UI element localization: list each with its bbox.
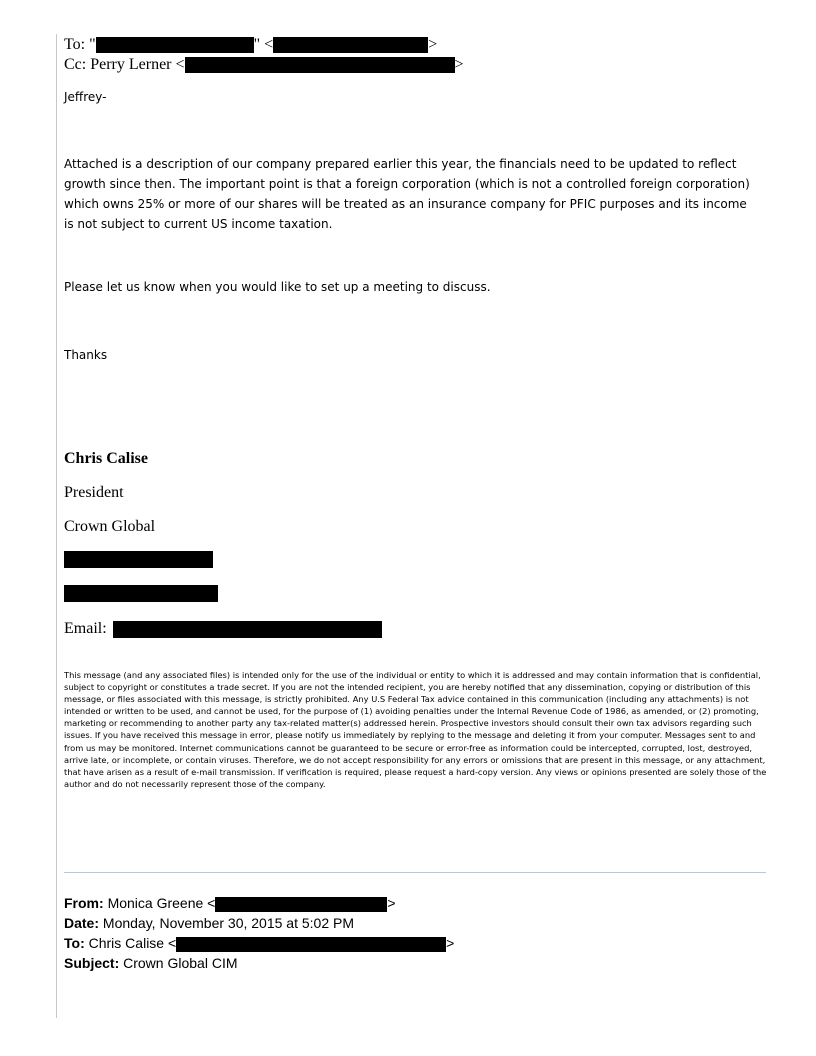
forwarded-subject-line xyxy=(64,953,238,973)
forwarded-date-line xyxy=(64,913,354,933)
date-value: Monday, November 30, 2015 at 5:02 PM xyxy=(102,915,355,931)
signature-email-line xyxy=(64,620,382,638)
closing: Thanks xyxy=(64,348,108,362)
to-prefix: To: " xyxy=(64,36,96,53)
redaction-signature-email xyxy=(113,621,382,638)
to-mid: " < xyxy=(253,36,274,53)
forwarded-from-line xyxy=(64,893,396,913)
from-suffix: > xyxy=(387,895,396,911)
to-suffix: > xyxy=(428,36,438,53)
cc-prefix: Cc: Perry Lerner < xyxy=(64,56,185,73)
forwarded-to-suffix: > xyxy=(446,935,455,951)
to-label: To: xyxy=(64,935,85,951)
forwarded-to-line xyxy=(64,933,454,953)
from-label: From: xyxy=(64,895,104,911)
message-divider xyxy=(64,872,766,873)
subject-label: Subject: xyxy=(64,955,120,971)
redaction-forwarded-to-email xyxy=(176,937,446,952)
legal-disclaimer: This message (and any associated files) is intended only for the use of the individual or entity to which it is addressed and may contain information that is confidential, subject to copyright or constitutes a trade secret. If you are not the intended recipient, you are hereby notified that any dissemination, copying or distribution of this message, or files associated with this message, is strictly prohibited. Any U.S Federal Tax advice contained in this communication (including any attachments) is not intended or written to be used, and cannot be used, for the purpose of (1) avoiding penalties under the Internal Revenue Code of 1986, as amended, or (2) promoting, marketing or recommending to another party any tax-related matter(s) addressed herein. Prospective investors should consult their own tax advisors regarding such issues. If you have received this message in error, please notify us immediately by replying to the message and deleting it from your computer. Messages sent to and from us may be monitored. Internet communications cannot be guaranteed to be secure or error-free as information could be intercepted, corrupted, lost, destroyed, arrive late, or incomplete, or contain viruses. Therefore, we do not accept responsibility for any errors or omissions that are present in this message, or any attachment, that have arisen as a result of e-mail transmission. If verification is required, please request a hard-copy version. Any views or opinions presented are solely those of the author and do not necessarily represent those of the company. xyxy=(64,670,767,789)
to-line xyxy=(64,36,437,54)
signature-email-label: Email: xyxy=(64,620,107,637)
body-paragraph-2: Please let us know when you would like to set up a meeting to discuss. xyxy=(64,280,491,294)
redaction-cc-email xyxy=(185,57,455,73)
quote-left-rule xyxy=(56,34,57,1018)
signature-title: President xyxy=(64,484,124,501)
signature-name: Chris Calise xyxy=(64,450,148,467)
redaction-signature-line-1 xyxy=(64,551,213,568)
redaction-signature-line-2 xyxy=(64,585,218,602)
from-name: Monica Greene < xyxy=(107,895,216,911)
signature-company: Crown Global xyxy=(64,518,156,535)
redaction-to-email xyxy=(273,37,428,53)
redaction-to-name xyxy=(96,37,254,53)
forwarded-to-name: Chris Calise < xyxy=(88,935,177,951)
redaction-from-email xyxy=(215,897,387,912)
greeting: Jeffrey- xyxy=(64,90,107,104)
cc-suffix: > xyxy=(454,56,464,73)
subject-value: Crown Global CIM xyxy=(123,955,238,971)
body-paragraph-1: Attached is a description of our company prepared earlier this year, the financials need to be updated to reflect growth since then. The important point is that a foreign corporation (which is not a controlled foreign corporation) which owns 25% or more of our shares will be treated as an insurance company for PFIC purposes and its income is not subject to current US income taxation. xyxy=(64,157,750,231)
date-label: Date: xyxy=(64,915,100,931)
cc-line xyxy=(64,56,464,74)
